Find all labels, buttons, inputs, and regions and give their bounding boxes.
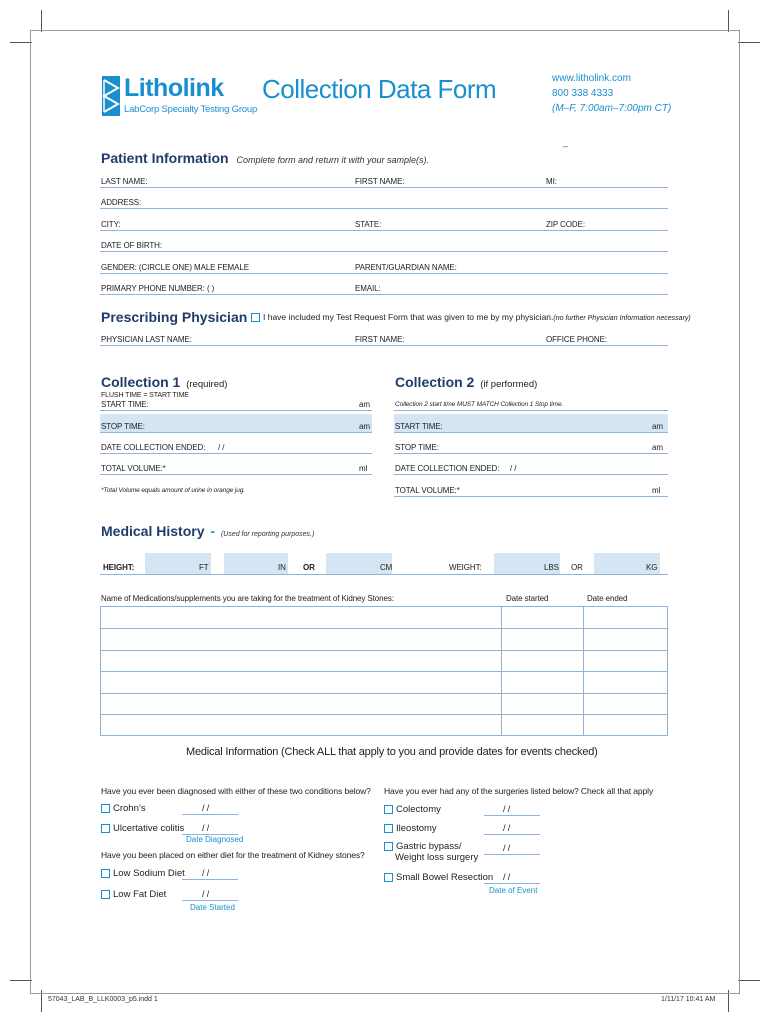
flush-note: FLUSH TIME = START TIME — [101, 392, 189, 399]
c1-start-field[interactable] — [100, 410, 372, 411]
logo-mark-icon — [100, 76, 122, 116]
low-fat-date-field[interactable] — [182, 900, 238, 901]
dash-mark: – — [563, 141, 569, 151]
low-fat-date: / / — [202, 889, 210, 899]
low-sodium-label: Low Sodium Diet — [113, 868, 185, 879]
c2-note: Collection 2 start time MUST MATCH Collection 1 Stop time. — [395, 401, 564, 408]
table-row — [101, 650, 667, 651]
ileostomy-date-field[interactable] — [484, 834, 540, 835]
c1-date-field[interactable] — [100, 453, 372, 454]
hours: (M–F, 7:00am–7:00pm CT) — [552, 103, 672, 114]
physician-checkbox-row[interactable] — [251, 312, 691, 322]
patient-instruction: Complete form and return it with your sample(s). — [236, 155, 430, 165]
c2-date-field[interactable] — [394, 474, 668, 475]
colectomy-checkbox[interactable] — [384, 805, 393, 814]
ileostomy-checkbox[interactable] — [384, 824, 393, 833]
dob-field[interactable] — [100, 251, 668, 252]
c1-stop-unit: am — [359, 422, 370, 431]
bowel-label: Small Bowel Resection — [396, 872, 494, 883]
low-fat-option[interactable] — [101, 889, 166, 900]
ileostomy-label: Ileostomy — [396, 823, 437, 834]
dob-label: DATE OF BIRTH: — [101, 241, 162, 250]
medical-history-sub: (Used for reporting purposes.) — [220, 531, 315, 538]
c1-volume-label: TOTAL VOLUME:* — [101, 464, 166, 473]
collection1-sub: (required) — [186, 379, 228, 390]
crop-mark — [10, 980, 32, 981]
gastric-label-1: Gastric bypass/ — [396, 841, 462, 852]
height-weight-rule — [100, 574, 668, 575]
logo-name: Litholink — [124, 74, 224, 102]
weight-label: WEIGHT: — [449, 563, 482, 572]
low-sodium-option[interactable] — [101, 868, 185, 879]
table-row — [101, 714, 667, 715]
state-label: STATE: — [355, 220, 382, 229]
gastric-date-field[interactable] — [484, 854, 540, 855]
c1-volume-note: *Total Volume equals amount of urine in orange jug. — [101, 487, 246, 494]
c2-volume-field[interactable] — [394, 496, 668, 497]
c2-note-rule — [394, 410, 668, 411]
crohns-checkbox[interactable] — [101, 804, 110, 813]
cm-unit: CM — [380, 563, 393, 572]
c2-stop-label: STOP TIME: — [395, 443, 439, 452]
gender-label: GENDER: (CIRCLE ONE) MALE FEMALE — [101, 263, 249, 272]
zip-label: ZIP CODE: — [546, 220, 585, 229]
date-ended-header: Date ended — [587, 594, 628, 603]
c2-start-label: START TIME: — [395, 422, 443, 431]
c2-stop-unit: am — [652, 443, 663, 452]
colectomy-date-field[interactable] — [484, 815, 540, 816]
file-slug: 57043_LAB_B_LLK0003_p5.indd 1 — [48, 996, 158, 1003]
ft-unit: FT — [199, 563, 209, 572]
crop-mark — [728, 10, 729, 32]
email-label: EMAIL: — [355, 284, 381, 293]
city-field[interactable] — [100, 230, 668, 231]
crohns-label: Crohn’s — [113, 803, 146, 814]
medical-history-heading — [101, 523, 314, 539]
bowel-checkbox[interactable] — [384, 873, 393, 882]
address-field[interactable] — [100, 208, 668, 209]
city-label: CITY: — [101, 220, 121, 229]
mi-label: MI: — [546, 177, 557, 186]
table-row — [101, 693, 667, 694]
patient-heading — [101, 150, 429, 166]
crop-mark — [738, 42, 760, 43]
q-diagnosed: Have you ever been diagnosed with either of these two conditions below? — [101, 786, 371, 796]
c1-stop-label: STOP TIME: — [101, 422, 145, 431]
physician-checkbox[interactable] — [251, 313, 260, 322]
crop-mark — [41, 10, 42, 32]
medications-table[interactable] — [100, 606, 668, 736]
collection2-heading — [395, 374, 537, 390]
low-fat-label: Low Fat Diet — [113, 889, 167, 900]
low-sodium-checkbox[interactable] — [101, 869, 110, 878]
c1-date-slashes: / / — [218, 443, 225, 452]
physician-last-name-label: PHYSICIAN LAST NAME: — [101, 335, 192, 344]
in-unit: IN — [278, 563, 286, 572]
table-row — [101, 671, 667, 672]
colitis-date: / / — [202, 823, 210, 833]
date-diagnosed-caption: Date Diagnosed — [186, 835, 244, 844]
phone-label: PRIMARY PHONE NUMBER: ( ) — [101, 284, 215, 293]
c1-date-label: DATE COLLECTION ENDED: — [101, 443, 206, 452]
collection2-heading-text: Collection 2 — [395, 374, 475, 390]
guardian-label: PARENT/GUARDIAN NAME: — [355, 263, 457, 272]
phone-field[interactable] — [100, 294, 668, 295]
or-label-1: OR — [303, 563, 315, 572]
collection1-heading-text: Collection 1 — [101, 374, 181, 390]
crohns-date: / / — [202, 803, 210, 813]
collection2-sub: (if performed) — [480, 379, 538, 390]
physician-heading: Prescribing Physician — [101, 309, 248, 325]
crohns-date-field[interactable] — [182, 814, 238, 815]
crop-mark — [738, 980, 760, 981]
c2-start-field[interactable] — [394, 432, 668, 433]
gender-field[interactable] — [100, 273, 668, 274]
med-column-header: Name of Medications/supplements you are taking for the treatment of Kidney Stones: — [101, 594, 394, 603]
low-fat-checkbox[interactable] — [101, 890, 110, 899]
lbs-unit: LBS — [544, 563, 559, 572]
c2-volume-label: TOTAL VOLUME:* — [395, 486, 460, 495]
c1-start-unit: am — [359, 400, 370, 409]
last-name-field[interactable] — [100, 187, 668, 188]
physician-checkbox-text: I have included my Test Request Form that was given to me by my physician. — [263, 312, 554, 322]
first-name-label: FIRST NAME: — [355, 177, 405, 186]
ileostomy-option[interactable] — [384, 823, 437, 834]
collection1-heading — [101, 374, 227, 390]
last-name-label: LAST NAME: — [101, 177, 148, 186]
c2-start-unit: am — [652, 422, 663, 431]
gastric-checkbox[interactable] — [384, 842, 393, 851]
bowel-date: / / — [503, 872, 511, 882]
c2-date-label: DATE COLLECTION ENDED: — [395, 464, 500, 473]
c2-date-slashes: / / — [510, 464, 517, 473]
date-started-caption: Date Started — [190, 903, 235, 912]
kg-unit: KG — [646, 563, 658, 572]
office-phone-label: OFFICE PHONE: — [546, 335, 607, 344]
or-label-2: OR — [571, 563, 583, 572]
crop-mark — [10, 42, 32, 43]
c1-stop-field[interactable] — [100, 432, 372, 433]
physician-name-field[interactable] — [100, 345, 668, 346]
bowel-date-field[interactable] — [484, 883, 540, 884]
c1-volume-field[interactable] — [100, 474, 372, 475]
medical-history-heading-text: Medical History — [101, 523, 205, 539]
colectomy-label: Colectomy — [396, 804, 441, 815]
patient-heading-text: Patient Information — [101, 150, 229, 166]
low-sodium-date-field[interactable] — [182, 879, 238, 880]
medical-info-heading: Medical Information (Check ALL that apply to you and provide dates for events checked) — [186, 746, 598, 758]
colectomy-date: / / — [503, 804, 511, 814]
medical-history-dash: - — [210, 523, 216, 539]
form-title: Collection Data Form — [262, 74, 497, 104]
colitis-checkbox[interactable] — [101, 824, 110, 833]
colitis-option[interactable] — [101, 823, 184, 834]
ileostomy-date: / / — [503, 823, 511, 833]
gastric-option[interactable] — [384, 841, 461, 852]
c2-volume-unit: ml — [652, 486, 661, 495]
table-row — [101, 628, 667, 629]
q-surgeries: Have you ever had any of the surgeries listed below? Check all that apply — [384, 786, 654, 796]
gastric-date: / / — [503, 843, 511, 853]
address-label: ADDRESS: — [101, 198, 142, 207]
c2-stop-field[interactable] — [394, 453, 668, 454]
date-of-event-caption: Date of Event — [489, 886, 538, 895]
print-stamp: 1/11/17 10:41 AM — [661, 996, 716, 1003]
low-sodium-date: / / — [202, 868, 210, 878]
bowel-option[interactable] — [384, 872, 493, 883]
physician-first-name-label: FIRST NAME: — [355, 335, 405, 344]
logo-tagline: LabCorp Specialty Testing Group — [124, 104, 258, 115]
c1-volume-unit: ml — [359, 464, 368, 473]
crohns-option[interactable] — [101, 803, 146, 814]
height-label: HEIGHT: — [103, 563, 135, 572]
gastric-label-2: Weight loss surgery — [395, 852, 479, 863]
physician-checkbox-note: (no further Physician Information necessary) — [553, 315, 691, 322]
colitis-label: Ulcertative colitis — [113, 823, 185, 834]
c1-start-label: START TIME: — [101, 400, 149, 409]
q-diet: Have you been placed on either diet for the treatment of Kidney stones? — [101, 850, 365, 860]
phone-number: 800 338 4333 — [552, 88, 614, 99]
colectomy-option[interactable] — [384, 804, 441, 815]
website-link[interactable]: www.litholink.com — [552, 73, 631, 84]
date-started-header: Date started — [506, 594, 549, 603]
